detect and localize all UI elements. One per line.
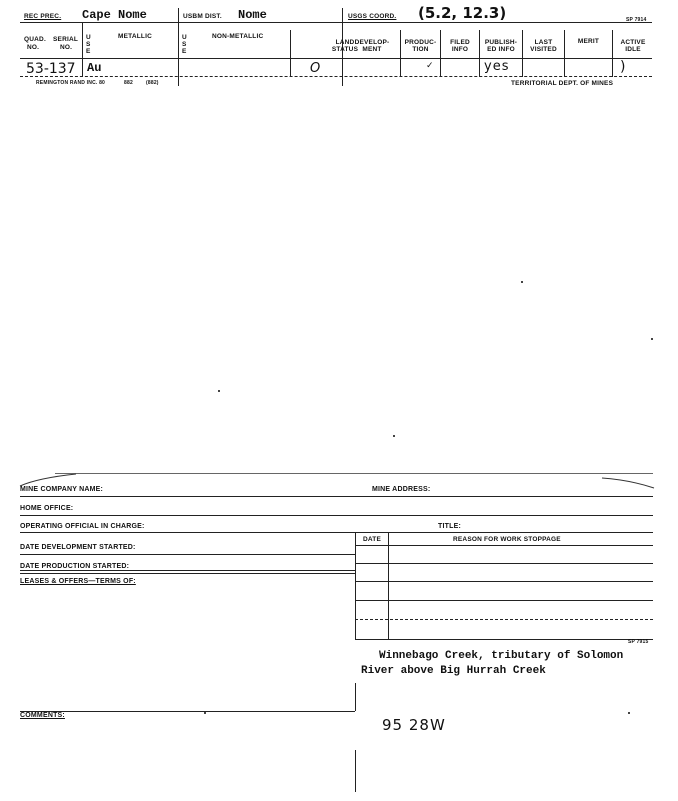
- col-land-status: LAND STATUS: [331, 39, 359, 53]
- divider: [440, 30, 441, 77]
- divider: [82, 22, 83, 77]
- date-development-label: DATE DEVELOPMENT STARTED:: [20, 544, 136, 551]
- col-use-metallic: U S E: [86, 34, 91, 55]
- mine-company-name-label: MINE COMPANY NAME:: [20, 486, 104, 493]
- col-last-visited: LAST VISITED: [530, 39, 557, 53]
- title-label: TITLE:: [438, 523, 461, 530]
- col-non-metallic: NON-METALLIC: [212, 33, 264, 40]
- speck: [521, 281, 523, 283]
- usbm-dist-label: USBM DIST.: [183, 13, 222, 20]
- row-quad-serial: 53-137: [26, 61, 76, 77]
- rec-prec-value: Cape Nome: [82, 8, 147, 22]
- usgs-coord-value: (5.2, 12.3): [418, 4, 507, 22]
- col-merit: MERIT: [577, 38, 600, 45]
- rule: [20, 58, 652, 59]
- row-active-idle: ): [620, 59, 626, 75]
- rule: [20, 496, 653, 497]
- col-no2: NO.: [60, 44, 73, 51]
- print-code-1: 882: [124, 80, 133, 86]
- divider: [388, 532, 389, 640]
- speck: [651, 338, 653, 340]
- col-serial: SERIAL: [53, 36, 79, 43]
- comments-label: COMMENTS:: [20, 712, 65, 719]
- home-office-label: HOME OFFICE:: [20, 505, 74, 512]
- rule: [20, 515, 653, 516]
- speck: [628, 712, 630, 714]
- rule: [355, 600, 653, 601]
- col-use-nonmetallic: U S E: [182, 34, 187, 55]
- row-land-status: O: [310, 61, 321, 76]
- mine-address-label: MINE ADDRESS:: [372, 486, 431, 493]
- rule: [20, 532, 653, 533]
- rule: [355, 563, 653, 564]
- print-code-2: (882): [146, 80, 159, 86]
- leases-offers-label: LEASES & OFFERS—TERMS OF:: [20, 578, 136, 585]
- handwritten-note: 95 28W: [382, 716, 446, 734]
- col-no1: NO.: [27, 44, 40, 51]
- col-active-idle: ACTIVE IDLE: [620, 39, 646, 53]
- usgs-coord-label: USGS COORD.: [348, 13, 397, 20]
- row-metallic: Au: [87, 61, 102, 75]
- location-note: Winnebago Creek, tributary of Solomon River above Big Hurrah Creek: [361, 650, 624, 677]
- divider: [522, 30, 523, 77]
- date-production-label: DATE PRODUCTION STARTED:: [20, 563, 130, 570]
- reason-column-header: REASON FOR WORK STOPPAGE: [453, 536, 561, 543]
- rule: [355, 545, 653, 546]
- divider: [355, 683, 356, 711]
- rule: [355, 639, 653, 640]
- rule: [20, 711, 355, 712]
- rule: [55, 473, 653, 474]
- divider: [564, 30, 565, 77]
- divider: [479, 30, 480, 77]
- col-metallic: METALLIC: [118, 33, 152, 40]
- rule: [355, 619, 653, 620]
- rule: [355, 581, 653, 582]
- col-filed-info: FILED INFO: [450, 39, 470, 53]
- speck: [204, 712, 206, 714]
- rule: [20, 22, 652, 23]
- col-published-info: PUBLISH- ED INFO: [484, 39, 518, 53]
- rule: [20, 573, 355, 574]
- row-production: ✓: [426, 61, 434, 71]
- col-production: PRODUC- TION: [404, 39, 437, 53]
- row-published-info: yes: [484, 59, 510, 74]
- rule: [20, 570, 355, 571]
- rule: [20, 76, 652, 77]
- col-quad: QUAD.: [24, 36, 46, 43]
- date-column-header: DATE: [362, 536, 381, 543]
- form-number-2: SP 7915: [628, 639, 649, 645]
- agency-name: TERRITORIAL DEPT. OF MINES: [511, 80, 614, 87]
- speck: [218, 390, 220, 392]
- speck: [393, 435, 395, 437]
- divider: [290, 30, 291, 77]
- rec-prec-label: REC PREC.: [24, 13, 62, 20]
- rule: [20, 554, 355, 555]
- divider: [400, 30, 401, 77]
- form-number: SP 7914: [626, 17, 647, 23]
- usbm-dist-value: Nome: [238, 8, 267, 22]
- divider: [355, 750, 356, 792]
- operating-official-label: OPERATING OFFICIAL IN CHARGE:: [20, 523, 145, 530]
- col-development: DEVELOP- MENT: [354, 39, 390, 53]
- divider: [355, 532, 356, 640]
- divider: [612, 30, 613, 77]
- divider: [178, 8, 179, 86]
- card-edge-curve: [600, 476, 656, 490]
- printer-credit: REMINGTON RAND INC. 80: [36, 80, 106, 86]
